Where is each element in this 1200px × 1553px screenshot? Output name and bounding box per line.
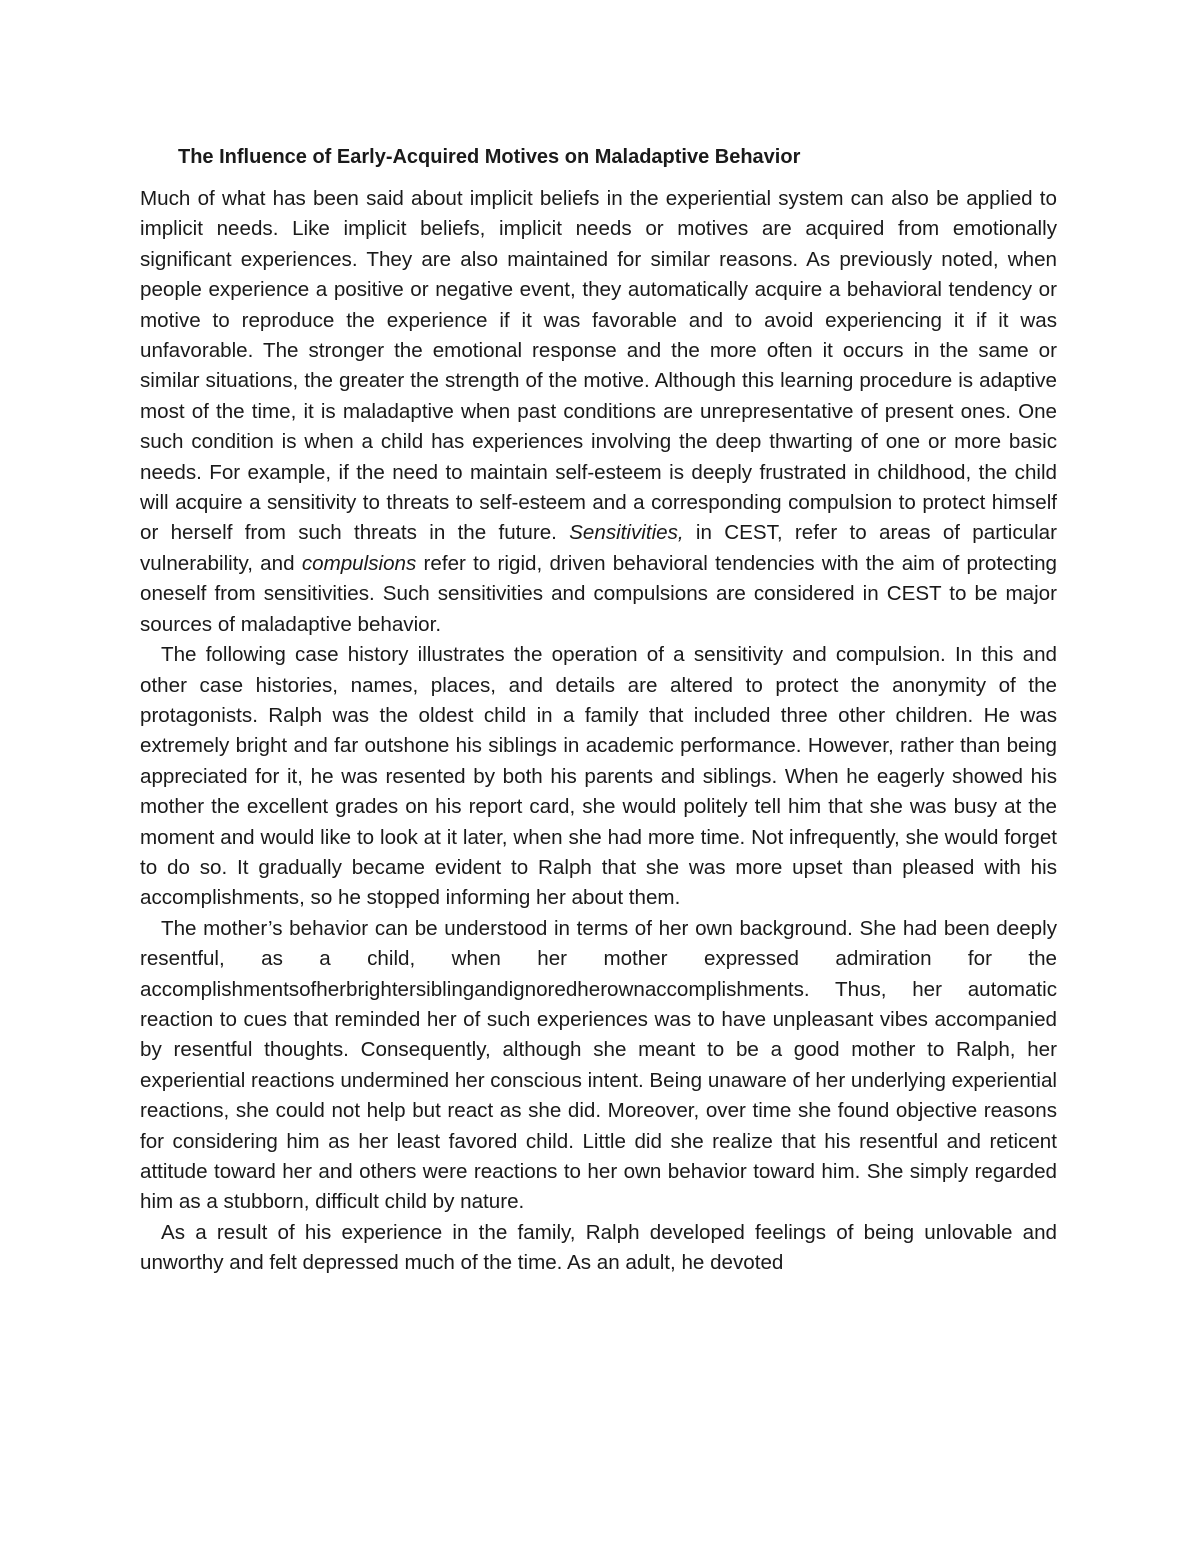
document-body [140,142,1057,1279]
paragraph-1-text-end: refer to rigid, driven behavioral tendencies with the aim of protecting oneself from sensitivities. Such sensitivities and compulsions are considered in CEST to be major sources of maladaptive behavior. [140,551,1057,636]
paragraph-3: The mother’s behavior can be understood in terms of her own background. She had been deeply resentful, as a child, when her mother expressed admiration for the accomplishmentsofherbrightersiblingandignoredherownaccomplishments. Thus, her automatic reaction to cues that reminded her of such experiences was to have unpleasant vibes accompanied by resentful thoughts. Consequently, although she meant to be a good mother to Ralph, her experiential reactions undermined her conscious intent. Being unaware of her underlying experiential reactions, she could not help but react as she did. Moreover, over time she found objective reasons for considering him as her least favored child. Little did she realize that his resentful and reticent attitude toward her and others were reactions to her own behavior toward him. She simply regarded him as a stubborn, difficult child by nature. [140,916,1057,1214]
term-compulsions: compulsions [301,551,417,575]
paragraph-4: As a result of his experience in the family, Ralph developed feelings of being unlovable and unworthy and felt depressed much of the time. As an adult, he devoted [140,1220,1057,1275]
paragraph-2: The following case history illustrates the operation of a sensitivity and compulsion. In this and other case histories, names, places, and details are altered to protect the anonymity of the protagonists. Ralph was the oldest child in a family that included three other children. He was extremely bright and far outshone his siblings in academic performance. However, rather than being appreciated for it, he was resented by both his parents and siblings. When he eagerly showed his mother the excellent grades on his report card, she would politely tell him that she was busy at the moment and would like to look at it later, when she had more time. Not infrequently, she would forget to do so. It gradually became evident to Ralph that she was more upset than pleased with his accomplishments, so he stopped informing her about them. [140,643,1057,910]
document-title: The Influence of Early-Acquired Motives on Maladaptive Behavior [178,146,801,168]
paragraph-1-text-cont: in CEST, refer to areas of particular vulnerability, and [140,521,1057,575]
paragraph-1 [140,184,1057,640]
term-sensitivities: Sensitivities, [569,521,684,545]
paragraph-1-text: Much of what has been said about implicit beliefs in the experiential system can also be applied to implicit needs. Like implicit beliefs, implicit needs or motives are acquired from emotionally significant experiences. They are also maintained for similar reasons. As previously noted, when people experience a positive or negative event, they automatically acquire a behavioral tendency or motive to reproduce the experience if it was favorable and to avoid experiencing it if it was unfavorable. The stronger the emotional response and the more often it occurs in the same or similar situations, the greater the strength of the motive. Although this learning procedure is adaptive most of the time, it is maladaptive when past conditions are unrepresentative of present ones. One such condition is when a child has experiences involving the deep thwarting of one or more basic needs. For example, if the need to maintain self-esteem is deeply frustrated in childhood, the child will acquire a sensitivity to threats to self-esteem and a corresponding compulsion to protect himself or herself from such threats in the future. [140,187,1057,545]
